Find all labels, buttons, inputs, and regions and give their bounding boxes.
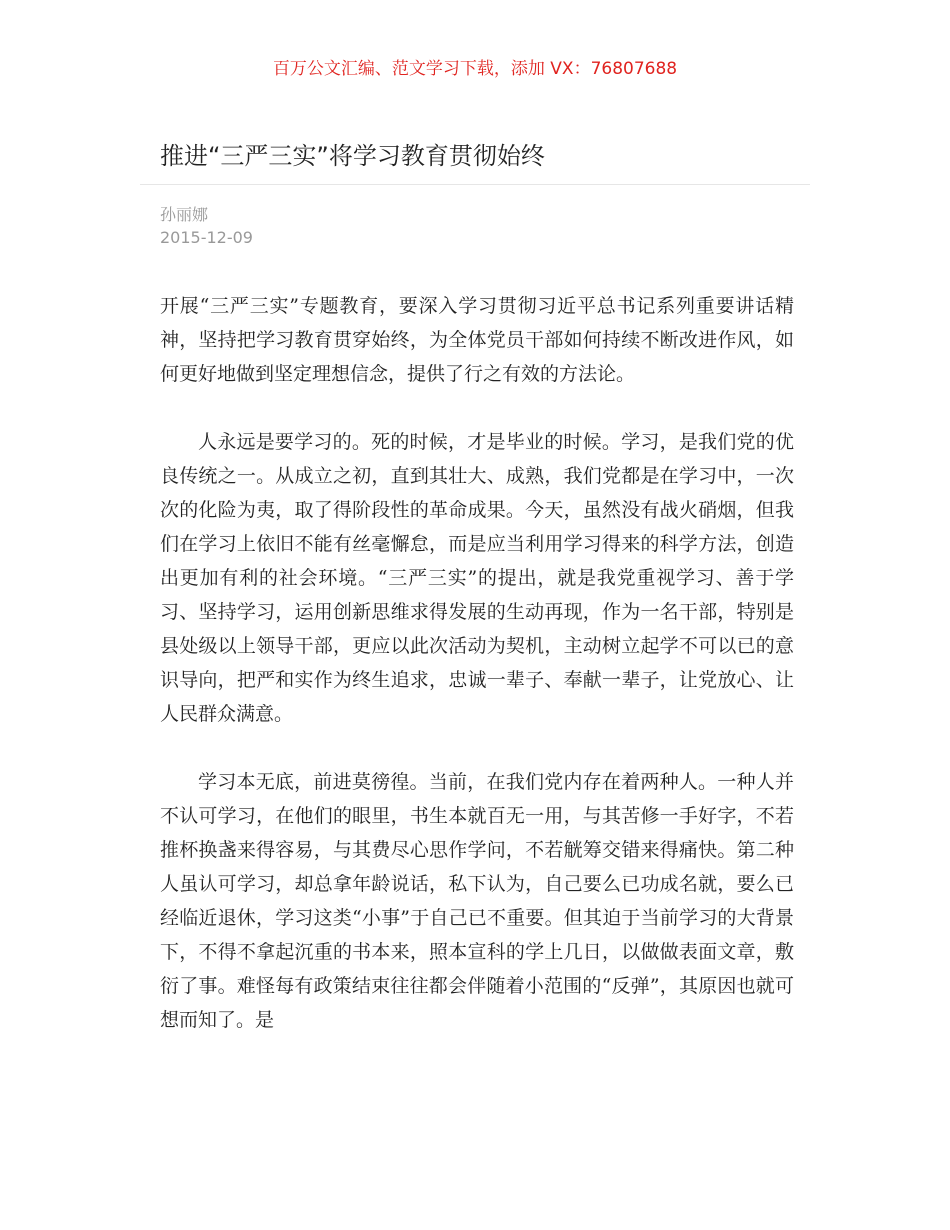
paragraph-2: 人永远是要学习的。死的时候，才是毕业的时候。学习，是我们党的优良传统之一。从成立之初，直到其壮大、成熟，我们党都是在学习中，一次次的化险为夷，取了得阶段性的革命成果。今天，虽然没有战火硝烟，但我们在学习上依旧不能有丝毫懈怠，而是应当利用学习得来的科学方法，创造出更加有利的社会环境。“三严三实”的提出，就是我党重视学习、善于学习、坚持学习，运用创新思维求得发展的生动再现，作为一名干部，特别是县处级以上领导干部，更应以此次活动为契机，主动树立起学不可以已的意识导向，把严和实作为终生追求，忠诚一辈子、奉献一辈子，让党放心、让人民群众满意。 [160,431,794,725]
article-title: 推进“三严三实”将学习教育贯彻始终 [160,142,545,170]
article-author: 孙丽娜 [160,205,209,224]
promo-banner: 百万公文汇编、范文学习下载，添加 VX：76807688 [272,59,678,79]
article-date: 2015-12-09 [160,228,253,247]
title-divider [140,184,810,185]
paragraph-3: 学习本无底，前进莫徬徨。当前，在我们党内存在着两种人。一种人并不认可学习，在他们的眼里，书生本就百无一用，与其苦修一手好字，不若推杯换盏来得容易，与其费尽心思作学问，不若觥筹交错来得痛快。第二种人虽认可学习，却总拿年龄说话，私下认为，自己要么已功成名就，要么已经临近退休，学习这类“小事”于自己已不重要。但其迫于当前学习的大背景下，不得不拿起沉重的书本来，照本宣科的学上几日，以做做表面文章，敷衍了事。难怪每有政策结束往往都会伴随着小范围的“反弹”，其原因也就可想而知了。是 [160,771,794,1031]
article-body [160,289,794,1071]
paragraph-1: 开展“三严三实”专题教育，要深入学习贯彻习近平总书记系列重要讲话精神，坚持把学习教育贯穿始终，为全体党员干部如何持续不断改进作风，如何更好地做到坚定理想信念，提供了行之有效的方法论。 [160,295,794,385]
